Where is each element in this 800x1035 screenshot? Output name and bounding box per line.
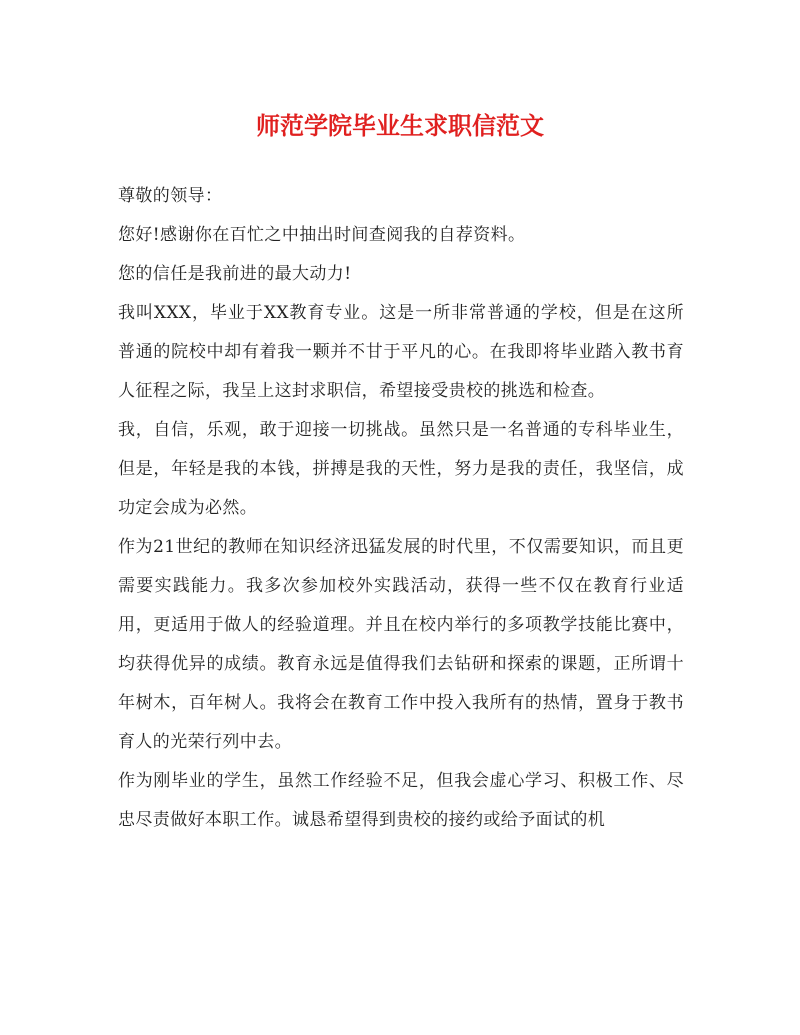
closing-paragraph: 作为刚毕业的学生，虽然工作经验不足，但我会虚心学习、积极工作、尽忠尽责做好本职工作。诚恳希望得到贵校的接约或给予面试的机: [118, 771, 684, 830]
experience-paragraph: 作为21世纪的教师在知识经济迅猛发展的时代里，不仅需要知识，而且更需要实践能力。我多次参加校外实践活动，获得一些不仅在教育行业适用，更适用于做人的经验道理。并且在校内举行的多项教学技能比赛中，均获得优异的成绩。教育永远是值得我们去钻研和探索的课题，正所谓十年树木，百年树人。我将会在教育工作中投入我所有的热情，置身于教书育人的光荣行列中去。: [118, 537, 684, 752]
introduction-paragraph: 我叫XXX，毕业于XX教育专业。这是一所非常普通的学校，但是在这所普通的院校中却有着我一颗并不甘于平凡的心。在我即将毕业踏入教书育人征程之际，我呈上这封求职信，希望接受贵校的挑选和检查。: [118, 303, 684, 401]
personality-paragraph: 我，自信，乐观，敢于迎接一切挑战。虽然只是一名普通的专科毕业生，但是，年轻是我的本钱，拼搏是我的天性，努力是我的责任，我坚信，成功定会成为必然。: [118, 420, 684, 518]
salutation: 尊敬的领导：: [118, 186, 223, 206]
document-title: 师范学院毕业生求职信范文: [256, 111, 544, 140]
motivation-paragraph: 您的信任是我前进的最大动力!: [118, 264, 352, 284]
greeting-paragraph: 您好!感谢你在百忙之中抽出时间查阅我的自荐资料。: [118, 225, 526, 245]
letter-body: [118, 177, 684, 840]
